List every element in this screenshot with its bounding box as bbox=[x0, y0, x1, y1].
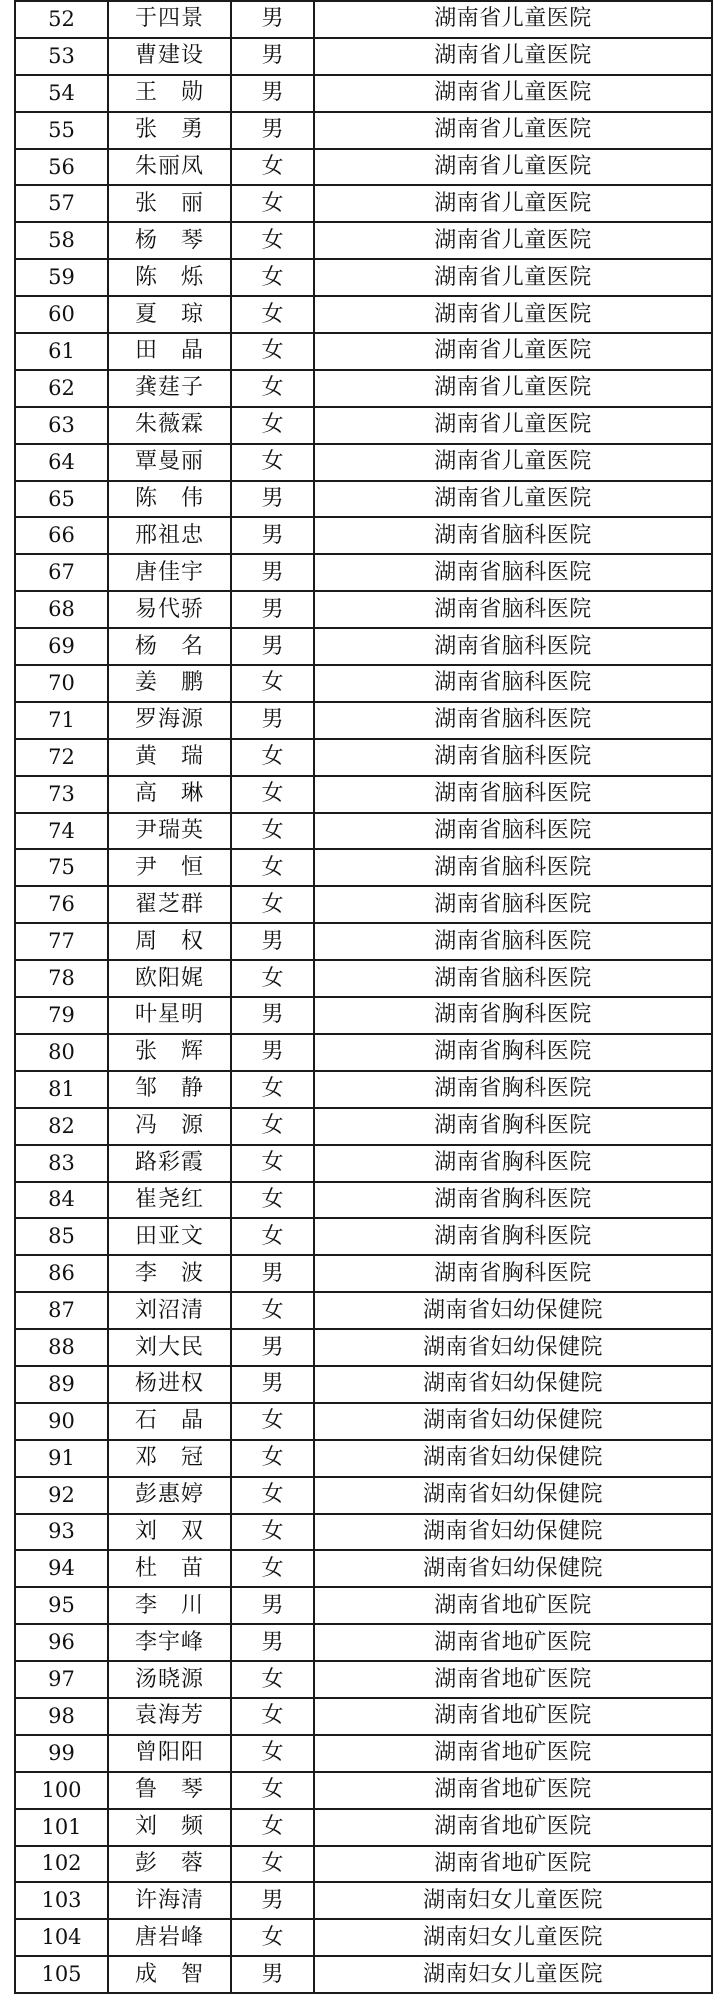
row-number-cell: 66 bbox=[15, 517, 108, 554]
hospital-cell: 湖南省地矿医院 bbox=[314, 1772, 712, 1809]
person-name-cell: 周 权 bbox=[108, 923, 231, 960]
table-row bbox=[15, 591, 712, 628]
table-row bbox=[15, 1403, 712, 1440]
person-name-cell: 刘大民 bbox=[108, 1329, 231, 1366]
person-name-cell: 黄 瑞 bbox=[108, 739, 231, 776]
row-number-cell: 55 bbox=[15, 112, 108, 149]
hospital-cell: 湖南省胸科医院 bbox=[314, 1218, 712, 1255]
row-number-cell: 93 bbox=[15, 1514, 108, 1551]
table-row bbox=[15, 739, 712, 776]
table-row bbox=[15, 1071, 712, 1108]
table-row bbox=[15, 407, 712, 444]
gender-cell: 女 bbox=[231, 1145, 314, 1182]
hospital-cell: 湖南省脑科医院 bbox=[314, 702, 712, 739]
row-number-cell: 92 bbox=[15, 1477, 108, 1514]
person-name-cell: 邓 冠 bbox=[108, 1440, 231, 1477]
gender-cell: 男 bbox=[231, 923, 314, 960]
row-number-cell: 67 bbox=[15, 554, 108, 591]
hospital-cell: 湖南妇女儿童医院 bbox=[314, 1919, 712, 1956]
gender-cell: 男 bbox=[231, 591, 314, 628]
hospital-cell: 湖南省脑科医院 bbox=[314, 554, 712, 591]
table-row bbox=[15, 481, 712, 518]
row-number-cell: 60 bbox=[15, 296, 108, 333]
person-name-cell: 尹瑞英 bbox=[108, 813, 231, 850]
hospital-cell: 湖南省儿童医院 bbox=[314, 333, 712, 370]
table-row bbox=[15, 886, 712, 923]
row-number-cell: 78 bbox=[15, 960, 108, 997]
hospital-cell: 湖南省胸科医院 bbox=[314, 997, 712, 1034]
table-row bbox=[15, 1919, 712, 1956]
person-name-cell: 石 晶 bbox=[108, 1403, 231, 1440]
gender-cell: 女 bbox=[231, 1919, 314, 1956]
person-name-cell: 曹建设 bbox=[108, 38, 231, 75]
row-number-cell: 74 bbox=[15, 813, 108, 850]
hospital-cell: 湖南省脑科医院 bbox=[314, 628, 712, 665]
hospital-cell: 湖南省胸科医院 bbox=[314, 1034, 712, 1071]
table-row bbox=[15, 1661, 712, 1698]
gender-cell: 男 bbox=[231, 75, 314, 112]
roster-table bbox=[14, 0, 713, 1994]
person-name-cell: 朱丽凤 bbox=[108, 149, 231, 186]
roster-table-body bbox=[15, 1, 712, 1993]
table-row bbox=[15, 185, 712, 222]
person-name-cell: 尹 恒 bbox=[108, 849, 231, 886]
table-row bbox=[15, 1255, 712, 1292]
gender-cell: 女 bbox=[231, 1108, 314, 1145]
person-name-cell: 李宇峰 bbox=[108, 1624, 231, 1661]
table-row bbox=[15, 222, 712, 259]
gender-cell: 女 bbox=[231, 185, 314, 222]
row-number-cell: 83 bbox=[15, 1145, 108, 1182]
gender-cell: 女 bbox=[231, 296, 314, 333]
row-number-cell: 87 bbox=[15, 1292, 108, 1329]
row-number-cell: 59 bbox=[15, 259, 108, 296]
row-number-cell: 80 bbox=[15, 1034, 108, 1071]
hospital-cell: 湖南省儿童医院 bbox=[314, 185, 712, 222]
person-name-cell: 龚莛子 bbox=[108, 370, 231, 407]
hospital-cell: 湖南省儿童医院 bbox=[314, 1, 712, 38]
hospital-cell: 湖南省地矿医院 bbox=[314, 1809, 712, 1846]
person-name-cell: 彭惠婷 bbox=[108, 1477, 231, 1514]
hospital-cell: 湖南省儿童医院 bbox=[314, 222, 712, 259]
person-name-cell: 陈 烁 bbox=[108, 259, 231, 296]
row-number-cell: 94 bbox=[15, 1550, 108, 1587]
hospital-cell: 湖南省妇幼保健院 bbox=[314, 1366, 712, 1403]
person-name-cell: 杨 名 bbox=[108, 628, 231, 665]
table-row bbox=[15, 1182, 712, 1219]
gender-cell: 女 bbox=[231, 1218, 314, 1255]
table-row bbox=[15, 1809, 712, 1846]
hospital-cell: 湖南省脑科医院 bbox=[314, 776, 712, 813]
person-name-cell: 汤晓源 bbox=[108, 1661, 231, 1698]
table-row bbox=[15, 1624, 712, 1661]
table-row bbox=[15, 296, 712, 333]
gender-cell: 男 bbox=[231, 1956, 314, 1993]
table-row bbox=[15, 923, 712, 960]
person-name-cell: 高 琳 bbox=[108, 776, 231, 813]
hospital-cell: 湖南省儿童医院 bbox=[314, 149, 712, 186]
gender-cell: 女 bbox=[231, 1182, 314, 1219]
row-number-cell: 104 bbox=[15, 1919, 108, 1956]
gender-cell: 男 bbox=[231, 1329, 314, 1366]
person-name-cell: 陈 伟 bbox=[108, 481, 231, 518]
row-number-cell: 56 bbox=[15, 149, 108, 186]
gender-cell: 女 bbox=[231, 1661, 314, 1698]
row-number-cell: 54 bbox=[15, 75, 108, 112]
gender-cell: 女 bbox=[231, 259, 314, 296]
roster-sheet bbox=[14, 0, 711, 1994]
table-row bbox=[15, 665, 712, 702]
row-number-cell: 95 bbox=[15, 1587, 108, 1624]
row-number-cell: 79 bbox=[15, 997, 108, 1034]
person-name-cell: 欧阳娓 bbox=[108, 960, 231, 997]
table-row bbox=[15, 1772, 712, 1809]
gender-cell: 女 bbox=[231, 333, 314, 370]
hospital-cell: 湖南省儿童医院 bbox=[314, 75, 712, 112]
table-row bbox=[15, 38, 712, 75]
gender-cell: 女 bbox=[231, 813, 314, 850]
person-name-cell: 崔尧红 bbox=[108, 1182, 231, 1219]
hospital-cell: 湖南省儿童医院 bbox=[314, 407, 712, 444]
gender-cell: 女 bbox=[231, 886, 314, 923]
person-name-cell: 张 辉 bbox=[108, 1034, 231, 1071]
hospital-cell: 湖南省妇幼保健院 bbox=[314, 1477, 712, 1514]
person-name-cell: 覃曼丽 bbox=[108, 444, 231, 481]
hospital-cell: 湖南省胸科医院 bbox=[314, 1145, 712, 1182]
row-number-cell: 98 bbox=[15, 1698, 108, 1735]
table-row bbox=[15, 1440, 712, 1477]
gender-cell: 女 bbox=[231, 849, 314, 886]
person-name-cell: 田 晶 bbox=[108, 333, 231, 370]
gender-cell: 女 bbox=[231, 370, 314, 407]
person-name-cell: 冯 源 bbox=[108, 1108, 231, 1145]
gender-cell: 男 bbox=[231, 38, 314, 75]
row-number-cell: 84 bbox=[15, 1182, 108, 1219]
person-name-cell: 王 勋 bbox=[108, 75, 231, 112]
table-row bbox=[15, 1514, 712, 1551]
hospital-cell: 湖南省妇幼保健院 bbox=[314, 1292, 712, 1329]
person-name-cell: 刘 双 bbox=[108, 1514, 231, 1551]
row-number-cell: 61 bbox=[15, 333, 108, 370]
table-row bbox=[15, 1477, 712, 1514]
table-row bbox=[15, 1034, 712, 1071]
gender-cell: 男 bbox=[231, 1624, 314, 1661]
row-number-cell: 86 bbox=[15, 1255, 108, 1292]
table-row bbox=[15, 259, 712, 296]
hospital-cell: 湖南省脑科医院 bbox=[314, 739, 712, 776]
hospital-cell: 湖南省妇幼保健院 bbox=[314, 1329, 712, 1366]
hospital-cell: 湖南省儿童医院 bbox=[314, 112, 712, 149]
hospital-cell: 湖南省地矿医院 bbox=[314, 1735, 712, 1772]
table-row bbox=[15, 1735, 712, 1772]
row-number-cell: 58 bbox=[15, 222, 108, 259]
table-row bbox=[15, 75, 712, 112]
row-number-cell: 64 bbox=[15, 444, 108, 481]
person-name-cell: 许海清 bbox=[108, 1882, 231, 1919]
table-row bbox=[15, 370, 712, 407]
table-row bbox=[15, 628, 712, 665]
row-number-cell: 89 bbox=[15, 1366, 108, 1403]
hospital-cell: 湖南省儿童医院 bbox=[314, 481, 712, 518]
row-number-cell: 76 bbox=[15, 886, 108, 923]
hospital-cell: 湖南妇女儿童医院 bbox=[314, 1956, 712, 1993]
row-number-cell: 103 bbox=[15, 1882, 108, 1919]
person-name-cell: 曾阳阳 bbox=[108, 1735, 231, 1772]
row-number-cell: 96 bbox=[15, 1624, 108, 1661]
table-row bbox=[15, 444, 712, 481]
person-name-cell: 罗海源 bbox=[108, 702, 231, 739]
hospital-cell: 湖南省脑科医院 bbox=[314, 517, 712, 554]
hospital-cell: 湖南省脑科医院 bbox=[314, 849, 712, 886]
hospital-cell: 湖南省脑科医院 bbox=[314, 813, 712, 850]
hospital-cell: 湖南省脑科医院 bbox=[314, 665, 712, 702]
hospital-cell: 湖南省地矿医院 bbox=[314, 1661, 712, 1698]
table-row bbox=[15, 776, 712, 813]
gender-cell: 男 bbox=[231, 1034, 314, 1071]
gender-cell: 男 bbox=[231, 1587, 314, 1624]
hospital-cell: 湖南省脑科医院 bbox=[314, 591, 712, 628]
hospital-cell: 湖南省地矿医院 bbox=[314, 1846, 712, 1883]
table-row bbox=[15, 813, 712, 850]
row-number-cell: 71 bbox=[15, 702, 108, 739]
gender-cell: 男 bbox=[231, 481, 314, 518]
gender-cell: 男 bbox=[231, 517, 314, 554]
row-number-cell: 101 bbox=[15, 1809, 108, 1846]
gender-cell: 女 bbox=[231, 1403, 314, 1440]
person-name-cell: 李 川 bbox=[108, 1587, 231, 1624]
gender-cell: 女 bbox=[231, 1698, 314, 1735]
table-row bbox=[15, 1, 712, 38]
person-name-cell: 彭 蓉 bbox=[108, 1846, 231, 1883]
row-number-cell: 72 bbox=[15, 739, 108, 776]
row-number-cell: 63 bbox=[15, 407, 108, 444]
table-row bbox=[15, 554, 712, 591]
table-row bbox=[15, 1587, 712, 1624]
gender-cell: 男 bbox=[231, 1882, 314, 1919]
person-name-cell: 杨进权 bbox=[108, 1366, 231, 1403]
table-row bbox=[15, 333, 712, 370]
hospital-cell: 湖南省妇幼保健院 bbox=[314, 1514, 712, 1551]
person-name-cell: 杜 苗 bbox=[108, 1550, 231, 1587]
gender-cell: 女 bbox=[231, 1071, 314, 1108]
gender-cell: 女 bbox=[231, 407, 314, 444]
person-name-cell: 杨 琴 bbox=[108, 222, 231, 259]
row-number-cell: 75 bbox=[15, 849, 108, 886]
table-row bbox=[15, 960, 712, 997]
hospital-cell: 湖南省胸科医院 bbox=[314, 1071, 712, 1108]
person-name-cell: 唐佳宇 bbox=[108, 554, 231, 591]
gender-cell: 男 bbox=[231, 997, 314, 1034]
table-row bbox=[15, 517, 712, 554]
gender-cell: 女 bbox=[231, 1809, 314, 1846]
table-row bbox=[15, 1108, 712, 1145]
gender-cell: 男 bbox=[231, 628, 314, 665]
gender-cell: 男 bbox=[231, 702, 314, 739]
row-number-cell: 90 bbox=[15, 1403, 108, 1440]
table-row bbox=[15, 1698, 712, 1735]
person-name-cell: 叶星明 bbox=[108, 997, 231, 1034]
row-number-cell: 68 bbox=[15, 591, 108, 628]
row-number-cell: 70 bbox=[15, 665, 108, 702]
table-row bbox=[15, 1218, 712, 1255]
person-name-cell: 于四景 bbox=[108, 1, 231, 38]
gender-cell: 男 bbox=[231, 112, 314, 149]
table-row bbox=[15, 1550, 712, 1587]
person-name-cell: 李 波 bbox=[108, 1255, 231, 1292]
hospital-cell: 湖南省儿童医院 bbox=[314, 259, 712, 296]
person-name-cell: 鲁 琴 bbox=[108, 1772, 231, 1809]
person-name-cell: 刘沼清 bbox=[108, 1292, 231, 1329]
row-number-cell: 97 bbox=[15, 1661, 108, 1698]
hospital-cell: 湖南省地矿医院 bbox=[314, 1587, 712, 1624]
row-number-cell: 57 bbox=[15, 185, 108, 222]
table-row bbox=[15, 1846, 712, 1883]
row-number-cell: 99 bbox=[15, 1735, 108, 1772]
row-number-cell: 91 bbox=[15, 1440, 108, 1477]
row-number-cell: 81 bbox=[15, 1071, 108, 1108]
table-row bbox=[15, 1882, 712, 1919]
row-number-cell: 88 bbox=[15, 1329, 108, 1366]
hospital-cell: 湖南省脑科医院 bbox=[314, 960, 712, 997]
hospital-cell: 湖南省脑科医院 bbox=[314, 886, 712, 923]
table-row bbox=[15, 1956, 712, 1993]
gender-cell: 女 bbox=[231, 1735, 314, 1772]
table-row bbox=[15, 997, 712, 1034]
row-number-cell: 105 bbox=[15, 1956, 108, 1993]
hospital-cell: 湖南省妇幼保健院 bbox=[314, 1550, 712, 1587]
row-number-cell: 69 bbox=[15, 628, 108, 665]
hospital-cell: 湖南省儿童医院 bbox=[314, 444, 712, 481]
gender-cell: 女 bbox=[231, 1514, 314, 1551]
gender-cell: 女 bbox=[231, 1440, 314, 1477]
row-number-cell: 62 bbox=[15, 370, 108, 407]
row-number-cell: 82 bbox=[15, 1108, 108, 1145]
hospital-cell: 湖南妇女儿童医院 bbox=[314, 1882, 712, 1919]
gender-cell: 男 bbox=[231, 554, 314, 591]
person-name-cell: 易代骄 bbox=[108, 591, 231, 628]
gender-cell: 男 bbox=[231, 1255, 314, 1292]
person-name-cell: 邢祖忠 bbox=[108, 517, 231, 554]
person-name-cell: 夏 琼 bbox=[108, 296, 231, 333]
person-name-cell: 张 勇 bbox=[108, 112, 231, 149]
gender-cell: 女 bbox=[231, 1772, 314, 1809]
gender-cell: 女 bbox=[231, 1292, 314, 1329]
gender-cell: 女 bbox=[231, 149, 314, 186]
person-name-cell: 姜 鹏 bbox=[108, 665, 231, 702]
table-row bbox=[15, 702, 712, 739]
table-row bbox=[15, 1292, 712, 1329]
table-row bbox=[15, 112, 712, 149]
row-number-cell: 73 bbox=[15, 776, 108, 813]
person-name-cell: 朱薇霖 bbox=[108, 407, 231, 444]
gender-cell: 女 bbox=[231, 739, 314, 776]
person-name-cell: 翟芝群 bbox=[108, 886, 231, 923]
gender-cell: 女 bbox=[231, 776, 314, 813]
hospital-cell: 湖南省脑科医院 bbox=[314, 923, 712, 960]
person-name-cell: 田亚文 bbox=[108, 1218, 231, 1255]
gender-cell: 男 bbox=[231, 1, 314, 38]
row-number-cell: 85 bbox=[15, 1218, 108, 1255]
gender-cell: 女 bbox=[231, 1846, 314, 1883]
hospital-cell: 湖南省地矿医院 bbox=[314, 1624, 712, 1661]
hospital-cell: 湖南省胸科医院 bbox=[314, 1108, 712, 1145]
row-number-cell: 53 bbox=[15, 38, 108, 75]
gender-cell: 男 bbox=[231, 1366, 314, 1403]
table-row bbox=[15, 849, 712, 886]
person-name-cell: 袁海芳 bbox=[108, 1698, 231, 1735]
row-number-cell: 65 bbox=[15, 481, 108, 518]
gender-cell: 女 bbox=[231, 1477, 314, 1514]
person-name-cell: 路彩霞 bbox=[108, 1145, 231, 1182]
gender-cell: 女 bbox=[231, 1550, 314, 1587]
hospital-cell: 湖南省妇幼保健院 bbox=[314, 1440, 712, 1477]
gender-cell: 女 bbox=[231, 222, 314, 259]
person-name-cell: 刘 频 bbox=[108, 1809, 231, 1846]
person-name-cell: 邹 静 bbox=[108, 1071, 231, 1108]
table-row bbox=[15, 1145, 712, 1182]
row-number-cell: 52 bbox=[15, 1, 108, 38]
hospital-cell: 湖南省妇幼保健院 bbox=[314, 1403, 712, 1440]
gender-cell: 女 bbox=[231, 960, 314, 997]
gender-cell: 女 bbox=[231, 665, 314, 702]
gender-cell: 女 bbox=[231, 444, 314, 481]
row-number-cell: 77 bbox=[15, 923, 108, 960]
hospital-cell: 湖南省儿童医院 bbox=[314, 296, 712, 333]
row-number-cell: 100 bbox=[15, 1772, 108, 1809]
person-name-cell: 唐岩峰 bbox=[108, 1919, 231, 1956]
person-name-cell: 成 智 bbox=[108, 1956, 231, 1993]
person-name-cell: 张 丽 bbox=[108, 185, 231, 222]
hospital-cell: 湖南省儿童医院 bbox=[314, 38, 712, 75]
hospital-cell: 湖南省胸科医院 bbox=[314, 1255, 712, 1292]
table-row bbox=[15, 149, 712, 186]
hospital-cell: 湖南省胸科医院 bbox=[314, 1182, 712, 1219]
table-row bbox=[15, 1366, 712, 1403]
hospital-cell: 湖南省地矿医院 bbox=[314, 1698, 712, 1735]
hospital-cell: 湖南省儿童医院 bbox=[314, 370, 712, 407]
table-row bbox=[15, 1329, 712, 1366]
row-number-cell: 102 bbox=[15, 1846, 108, 1883]
